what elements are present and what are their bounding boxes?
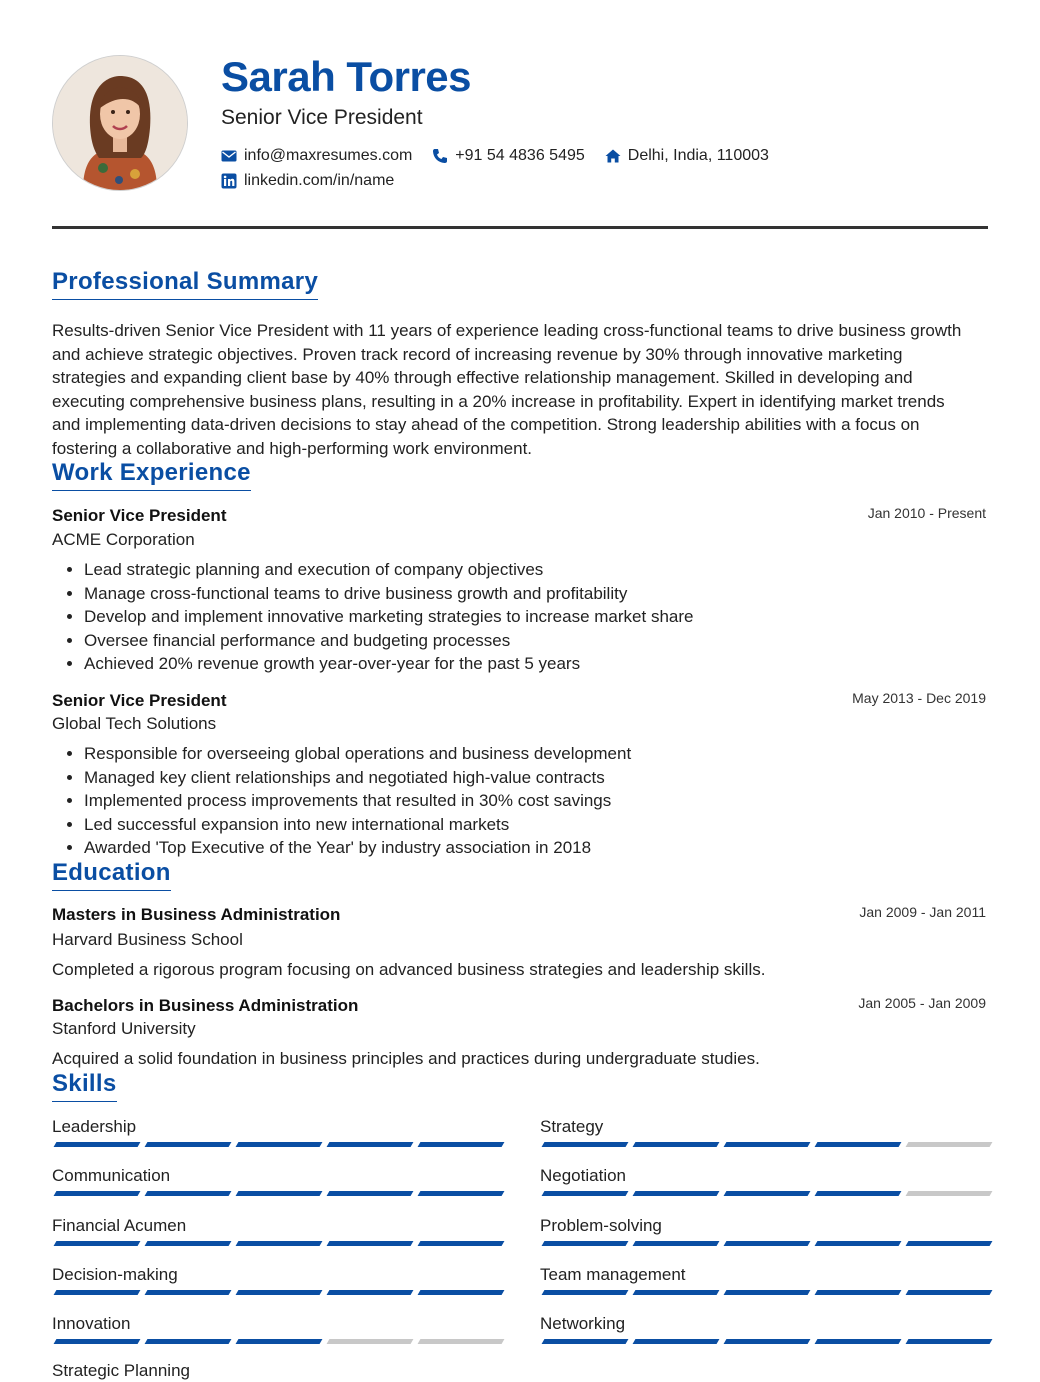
skill-item	[52, 1165, 500, 1187]
skill-segment	[633, 1142, 720, 1147]
job-bullets	[52, 558, 693, 676]
location-text: Delhi, India, 110003	[627, 147, 769, 164]
skill-segment	[418, 1290, 505, 1295]
skill-name: Strategy	[540, 1117, 604, 1136]
skill-level-bar	[52, 1241, 500, 1249]
job-dates: May 2013 - Dec 2019	[852, 690, 986, 706]
phone-icon	[432, 148, 448, 164]
job-bullet: • Managed key client relationships and negotiated high-value contracts	[84, 766, 631, 790]
skill-segment	[54, 1290, 141, 1295]
skill-item	[540, 1116, 988, 1138]
school-name: Stanford University	[52, 1019, 196, 1038]
skill-segment	[542, 1142, 629, 1147]
degree-title: Masters in Business Administration	[52, 905, 341, 924]
skill-item	[540, 1215, 988, 1237]
skill-segment	[236, 1241, 323, 1246]
skill-name: Negotiation	[540, 1166, 627, 1185]
job-bullet: • Achieved 20% revenue growth year-over-year for the past 5 years	[84, 652, 693, 676]
skill-item	[540, 1165, 988, 1187]
contact-phone[interactable]	[432, 146, 584, 166]
skill-segment	[815, 1241, 902, 1246]
skill-level-bar	[52, 1290, 500, 1298]
section-title-skills: Skills	[52, 1070, 117, 1102]
degree-title: Bachelors in Business Administration	[52, 996, 359, 1015]
skill-segment	[542, 1290, 629, 1295]
job-bullet: • Lead strategic planning and execution of company objectives	[84, 558, 693, 582]
home-icon	[605, 148, 621, 164]
skill-item	[52, 1264, 500, 1286]
skill-segment	[54, 1339, 141, 1344]
skill-segment	[815, 1339, 902, 1344]
skill-segment	[54, 1241, 141, 1246]
skill-segment	[327, 1290, 414, 1295]
job-title: Senior Vice President	[52, 691, 227, 710]
skill-segment	[236, 1191, 323, 1196]
skill-name: Team management	[540, 1265, 686, 1284]
skill-segment	[815, 1290, 902, 1295]
resume-page	[52, 0, 988, 1380]
school-name: Harvard Business School	[52, 930, 243, 949]
skill-segment	[54, 1142, 141, 1147]
skill-item	[52, 1116, 500, 1138]
skill-segment	[145, 1191, 232, 1196]
skill-segment	[724, 1241, 811, 1246]
skill-segment	[145, 1142, 232, 1147]
skill-segment	[724, 1290, 811, 1295]
skill-item	[52, 1313, 500, 1335]
skill-segment	[327, 1339, 414, 1344]
candidate-role: Senior Vice President	[221, 106, 423, 129]
skill-segment	[542, 1241, 629, 1246]
skill-segment	[815, 1191, 902, 1196]
skill-segment	[633, 1290, 720, 1295]
skill-segment	[906, 1339, 993, 1344]
job-company: Global Tech Solutions	[52, 714, 217, 733]
education-dates: Jan 2005 - Jan 2009	[858, 995, 986, 1011]
skill-name: Strategic Planning	[52, 1361, 190, 1380]
skill-segment	[418, 1142, 505, 1147]
skill-segment	[724, 1191, 811, 1196]
skill-segment	[815, 1142, 902, 1147]
job-bullet: • Implemented process improvements that resulted in 30% cost savings	[84, 789, 631, 813]
job-bullet: • Manage cross-functional teams to drive business growth and profitability	[84, 582, 693, 606]
job-bullet: • Develop and implement innovative marketing strategies to increase market share	[84, 605, 693, 629]
job-bullet: • Led successful expansion into new international markets	[84, 813, 631, 837]
job-bullet: • Responsible for overseeing global operations and business development	[84, 742, 631, 766]
envelope-icon	[221, 148, 237, 164]
job-company: ACME Corporation	[52, 530, 195, 549]
skill-level-bar	[52, 1191, 500, 1199]
avatar	[52, 55, 188, 191]
education-dates: Jan 2009 - Jan 2011	[859, 904, 986, 920]
job-bullets	[52, 742, 631, 860]
skill-segment	[236, 1290, 323, 1295]
skill-segment	[145, 1339, 232, 1344]
skill-item	[52, 1360, 500, 1382]
phone-text: +91 54 4836 5495	[455, 147, 585, 164]
job-bullet: • Awarded 'Top Executive of the Year' by industry association in 2018	[84, 836, 631, 860]
skill-segment	[145, 1290, 232, 1295]
skill-segment	[418, 1241, 505, 1246]
skill-name: Communication	[52, 1166, 171, 1185]
skill-level-bar	[540, 1191, 988, 1199]
education-description: Completed a rigorous program focusing on advanced business strategies and leadership skills.	[52, 960, 766, 979]
skill-segment	[724, 1142, 811, 1147]
email-text: info@maxresumes.com	[244, 147, 413, 164]
skill-level-bar	[540, 1290, 988, 1298]
skill-level-bar	[540, 1241, 988, 1249]
skill-name: Decision-making	[52, 1265, 178, 1284]
section-title-summary: Professional Summary	[52, 268, 318, 300]
skill-name: Innovation	[52, 1314, 131, 1333]
skill-segment	[906, 1241, 993, 1246]
skill-segment	[327, 1142, 414, 1147]
skill-segment	[54, 1191, 141, 1196]
job-bullet: • Oversee financial performance and budgeting processes	[84, 629, 693, 653]
skill-segment	[236, 1339, 323, 1344]
summary-text: Results-driven Senior Vice President with 11 years of experience leading cross-functional teams to drive business growth and achieve strategic objectives. Proven track record of increasing revenue by 30% through innovative marketing strategies and expanding client base by 40% through effective relationship management. Skilled in developing and executing comprehensive business plans, resulting in a 20% increase in profitability. Expert in identifying market trends and implementing data-driven decisions to stay ahead of the competition. Strong leadership abilities with a focus on fostering a collaborative and high-performing work environment.	[52, 321, 962, 458]
job-title: Senior Vice President	[52, 506, 227, 525]
resume-header	[52, 55, 988, 195]
skill-segment	[906, 1142, 993, 1147]
section-title-experience: Work Experience	[52, 459, 251, 491]
skill-level-bar	[52, 1339, 500, 1347]
skill-level-bar	[52, 1142, 500, 1150]
profile-photo	[53, 56, 187, 190]
skill-name: Networking	[540, 1314, 626, 1333]
skill-segment	[633, 1339, 720, 1344]
skill-item	[540, 1264, 988, 1286]
skill-name: Financial Acumen	[52, 1216, 187, 1235]
skill-segment	[633, 1191, 720, 1196]
skill-item	[540, 1313, 988, 1335]
header-divider	[52, 226, 988, 229]
skill-segment	[906, 1290, 993, 1295]
skill-segment	[145, 1241, 232, 1246]
skill-item	[52, 1215, 500, 1237]
skill-name: Problem-solving	[540, 1216, 662, 1235]
candidate-name: Sarah Torres	[221, 53, 471, 100]
skill-segment	[327, 1191, 414, 1196]
linkedin-text: linkedin.com/in/name	[244, 172, 395, 189]
skill-segment	[418, 1339, 505, 1344]
skill-name: Leadership	[52, 1117, 137, 1136]
skill-segment	[724, 1339, 811, 1344]
education-description: Acquired a solid foundation in business principles and practices during undergraduate studies.	[52, 1049, 760, 1068]
skill-level-bar	[540, 1339, 988, 1347]
skill-segment	[236, 1142, 323, 1147]
section-title-education: Education	[52, 859, 171, 891]
skill-segment	[327, 1241, 414, 1246]
contact-email[interactable]	[221, 146, 412, 166]
contact-linkedin[interactable]	[221, 171, 394, 191]
skill-segment	[906, 1191, 993, 1196]
skill-segment	[542, 1339, 629, 1344]
linkedin-icon	[221, 173, 237, 189]
skill-segment	[542, 1191, 629, 1196]
contact-info	[221, 146, 789, 196]
skill-level-bar	[540, 1142, 988, 1150]
skill-segment	[418, 1191, 505, 1196]
skill-segment	[633, 1241, 720, 1246]
contact-location	[605, 146, 769, 166]
job-dates: Jan 2010 - Present	[867, 505, 986, 521]
